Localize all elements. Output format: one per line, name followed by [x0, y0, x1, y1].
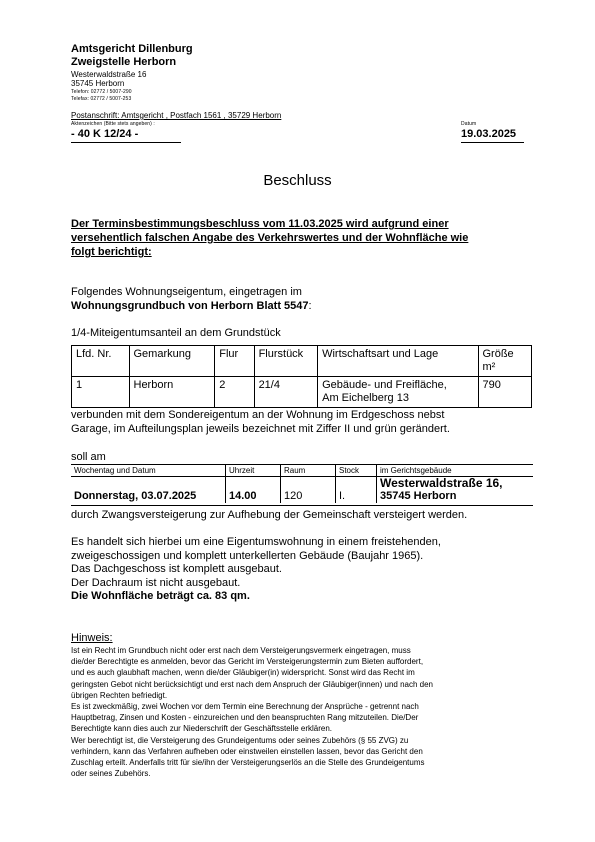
- cell-wirtschaftsart: [318, 377, 478, 408]
- hint-line: oder seines Zubehörs.: [71, 769, 151, 779]
- schedule-outro: durch Zwangsversteigerung zur Aufhebung der Gemeinschaft versteigert werden.: [71, 509, 468, 521]
- land-register-colon: :: [308, 300, 312, 312]
- special-ownership-line-2: Garage, im Aufteilungsplan jeweils bezeichnet mit Ziffer II und grün gerändert.: [71, 423, 450, 435]
- hint-title: Hinweis:: [71, 632, 113, 644]
- share-text: 1/4-Miteigentumsanteil an dem Grundstück: [71, 327, 281, 339]
- header-flur: Flur: [215, 346, 254, 377]
- schedule-table: [71, 465, 533, 503]
- cell-groesse: 790: [478, 377, 532, 408]
- document-date: 19.03.2025: [461, 128, 517, 140]
- header-groesse-unit: m²: [482, 361, 496, 373]
- header-groesse-label: Größe: [482, 348, 514, 360]
- court-name: Amtsgericht Dillenburg: [71, 43, 193, 55]
- date-label: Datum: [461, 121, 477, 127]
- parcel-table: [71, 345, 532, 408]
- description-line-1: Es handelt sich hierbei um eine Eigentumswohnung in einem freistehenden,: [71, 536, 441, 548]
- court-branch: Zweigstelle Herborn: [71, 56, 177, 68]
- schedule-time: 14.00: [226, 477, 281, 504]
- hint-line: Hauptbetrag, Zinsen und Kosten - einzureichen und den beanspruchten Rang mitzuteilen. Die/Der: [71, 713, 419, 723]
- hint-line: Berechtigte kann dies auch zur Niederschrift der Geschäftsstelle erklären.: [71, 724, 333, 734]
- description-line-3: Das Dachgeschoss ist komplett ausgebaut.: [71, 563, 282, 575]
- special-ownership-line-1: verbunden mit dem Sondereigentum an der Wohnung im Erdgeschoss nebst: [71, 409, 445, 421]
- hint-line: Zuschlag erteilt. Anderfalls tritt für sie/ihn der Versteigerungserlös an die Stelle des Grundeigentums: [71, 758, 425, 768]
- reference-number: - 40 K 12/24 -: [71, 128, 139, 140]
- property-intro-line-1: Folgendes Wohnungseigentum, eingetragen im: [71, 286, 302, 298]
- schedule-value-row: [71, 477, 533, 504]
- cell-lage-line-2: Am Eichelberg 13: [322, 392, 409, 404]
- court-city: 35745 Herborn: [71, 79, 125, 88]
- header-groesse: [478, 346, 532, 377]
- schedule-header-room: Raum: [281, 465, 336, 477]
- header-flurstueck: Flurstück: [254, 346, 318, 377]
- hint-line: übrigen Rechten befriedigt.: [71, 690, 168, 700]
- correction-line-2: versehentlich falschen Angabe des Verkehrswertes und der Wohnfläche wie: [71, 232, 469, 244]
- header-lfd-nr: Lfd. Nr.: [72, 346, 130, 377]
- schedule-day: Donnerstag, 03.07.2025: [71, 477, 226, 504]
- schedule-floor: I.: [336, 477, 377, 504]
- cell-flurstueck: 21/4: [254, 377, 318, 408]
- property-intro-line-2: [71, 300, 312, 312]
- cell-flur: 2: [215, 377, 254, 408]
- description-line-2: zweigeschossigen und komplett unterkellerten Gebäude (Baujahr 1965).: [71, 550, 424, 562]
- living-area: Die Wohnfläche beträgt ca. 83 qm.: [71, 590, 250, 602]
- correction-line-3: folgt berichtigt:: [71, 246, 152, 258]
- schedule-building: [377, 477, 534, 504]
- schedule-room: 120: [281, 477, 336, 504]
- cell-lfd-nr: 1: [72, 377, 130, 408]
- postal-address: Postanschrift: Amtsgericht , Postfach 1561 , 35729 Herborn: [71, 111, 282, 120]
- hint-line: geringsten Gebot nicht berücksichtigt und erst nach dem Anspruch der Gläubiger(innen) und nach den: [71, 679, 433, 689]
- hint-line: und es auch glaubhaft machen, wenn die/der Gläubiger(in) widerspricht. Sonst wird das Recht im: [71, 668, 415, 678]
- schedule-building-line-1: Westerwaldstraße 16,: [380, 476, 503, 490]
- document-title: Beschluss: [263, 172, 332, 189]
- schedule-header-day: Wochentag und Datum: [71, 465, 226, 477]
- reference-underline: [71, 142, 181, 143]
- hint-text: [71, 645, 531, 779]
- court-fax: Telefax: 02772 / 5007-253: [71, 96, 132, 102]
- correction-line-1: Der Terminsbestimmungsbeschluss vom 11.03.2025 wird aufgrund einer: [71, 218, 449, 230]
- court-street: Westerwaldstraße 16: [71, 70, 147, 79]
- parcel-table-header: [72, 346, 532, 377]
- hint-line: die/der Berechtigte es anmelden, bevor das Gericht im Versteigerungstermin zum Bieten auffordert,: [71, 657, 424, 667]
- header-wirtschaftsart: Wirtschaftsart und Lage: [318, 346, 478, 377]
- schedule-header-floor: Stock: [336, 465, 377, 477]
- header-gemarkung: Gemarkung: [129, 346, 215, 377]
- land-register-entry: Wohnungsgrundbuch von Herborn Blatt 5547: [71, 300, 309, 312]
- description-line-4: Der Dachraum ist nicht ausgebaut.: [71, 577, 241, 589]
- schedule-header-building: im Gerichtsgebäude: [377, 465, 534, 477]
- hint-line: Wer berechtigt ist, die Versteigerung des Grundeigentums oder seines Zubehörs (§ 55 ZVG) zu: [71, 735, 409, 745]
- hint-line: Es ist zweckmäßig, zwei Wochen vor dem Termin eine Berechnung der Ansprüche - getrennt nach: [71, 702, 419, 712]
- reference-label: Aktenzeichen (Bitte stets angeben) :: [71, 121, 155, 127]
- schedule-header-row: [71, 465, 533, 477]
- schedule-bottom-rule: [71, 505, 533, 506]
- court-phone: Telefon: 02772 / 5007-290: [71, 89, 132, 95]
- schedule-header-time: Uhrzeit: [226, 465, 281, 477]
- schedule-building-line-2: 35745 Herborn: [380, 490, 457, 502]
- cell-lage-line-1: Gebäude- und Freifläche,: [322, 379, 447, 391]
- table-row: [72, 377, 532, 408]
- schedule-intro: soll am: [71, 451, 106, 463]
- date-underline: [461, 142, 524, 143]
- cell-gemarkung: Herborn: [129, 377, 215, 408]
- hint-line: verhindern, kann das Verfahren aufheben oder einstweilen einstellen lassen, bevor das Gericht den: [71, 746, 423, 756]
- hint-line: Ist ein Recht im Grundbuch nicht oder erst nach dem Versteigerungsvermerk eingetragen, muss: [71, 646, 411, 655]
